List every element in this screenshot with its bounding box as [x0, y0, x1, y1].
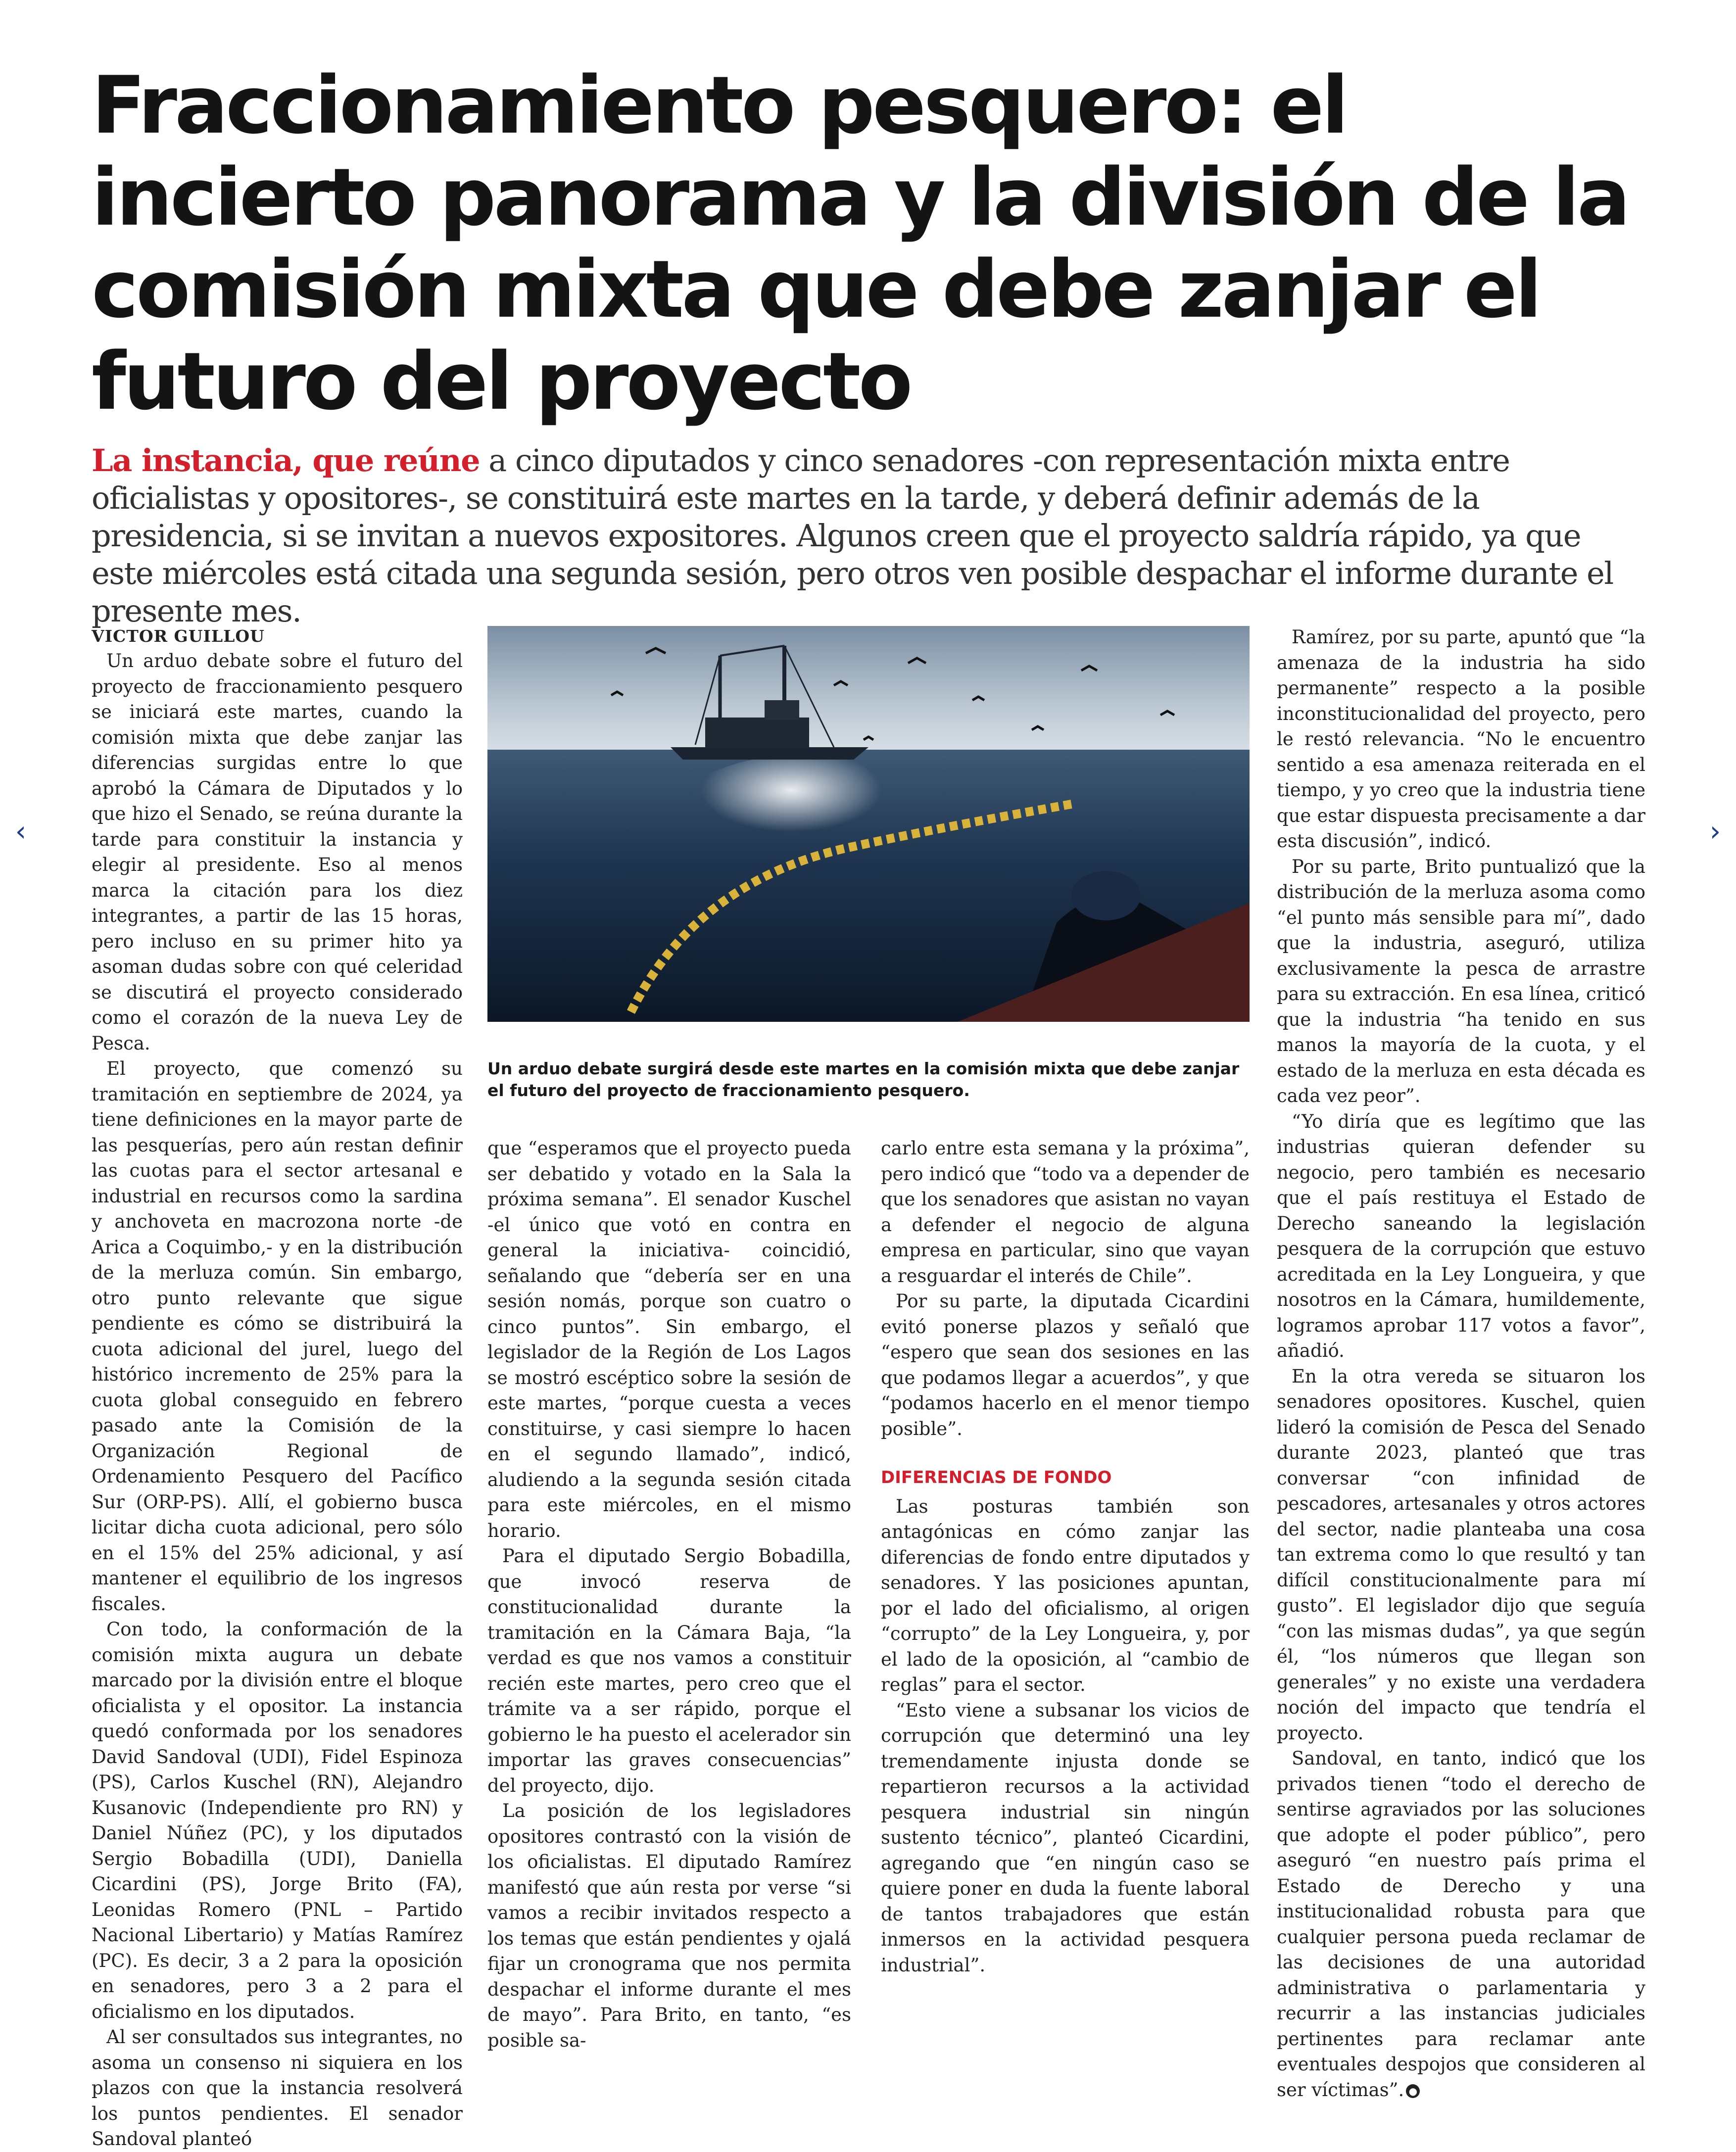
paragraph: Por su parte, Brito puntualizó que la distribución de la merluza asoma como “el punto más sensible para mí”, dado que la industria, aseguró, utiliza exclusivamente la pesca de arrastre para su extracción. En esa línea, criticó que la industria “ha tenido en sus manos la mayoría de la cuota, y el estado de la merluza en esta década es cada vez peor”.: [1277, 856, 1645, 1106]
paragraph: carlo entre esta semana y la próxima”, pero indicó que “todo va a depender de que los senadores que asistan no vayan a defender el negocio de alguna empresa en particular, sino que vayan a resguardar el interés de Chile”.: [881, 1138, 1250, 1287]
paragraph: Un arduo debate sobre el futuro del proyecto de fraccionamiento pesquero se iniciará este martes, cuando la comisión mixta que debe zanjar las diferencias surgidas entre lo que aprobó la Cámara de Diputados y lo que hizo el Senado, se reúna durante la tarde para constituir la instancia y elegir al presidente. Eso al menos marca la citación para los diez integrantes, a partir de las 15 horas, pero incluso en su primer hito ya asoman dudas sobre con qué celeridad se discutirá el proyecto considerado como el corazón de la nueva Ley de Pesca.: [92, 650, 463, 1054]
photo-caption: Un arduo debate surgirá desde este martes en la comisión mixta que debe zanjar el futuro del proyecto de fraccionamiento pesquero.: [487, 1059, 1240, 1100]
paragraph: El proyecto, que comenzó su tramitación en septiembre de 2024, ya tiene definiciones en la mayor parte de las pesquerías, pero aún restan definir las cuotas para el sector artesanal e industrial en recursos como la sardina y anchoveta en macrozona norte -de Arica a Coquimbo,- y en la distribución de la merluza común. Sin embargo, otro punto relevante que sigue pendiente es cómo se distribuirá la cuota adicional del jurel, luego del histórico incremento de 25% para la cuota global conseguido en febrero pasado ante la Comisión de la Organización Regional de Ordenamiento Pesquero del Pacífico Sur (ORP-PS). Allí, el gobierno busca licitar dicha cuota adicional, pero sólo en el 15% del 25% adicional, y así mantener el equilibrio de los ingresos fiscales.: [92, 1058, 463, 1615]
paragraph: Al ser consultados sus integrantes, no asoma un consenso ni siquiera en los plazos con que la instancia resolverá los puntos pendientes. El senador Sandoval planteó: [92, 2026, 463, 2150]
deck-lead-in: La instancia, que reúne: [92, 442, 480, 478]
paragraph: Las posturas también son antagónicas en cómo zanjar las diferencias de fondo entre diputados y senadores. Y las posiciones apuntan, por el lado del oficialismo, al origen “corrupto” de la Ley Longueira, y, por el lado de la oposición, al “cambio de reglas” para el sector.: [881, 1495, 1250, 1695]
paragraph: Por su parte, la diputada Cicardini evitó ponerse plazos y señaló que “espero que sean dos sesiones en las que podamos llegar a acuerdos”, y que “podamos hacerlo en el menor tiempo posible”.: [881, 1291, 1250, 1439]
article-column-4: [1277, 624, 1645, 2103]
byline: VICTOR GUILLOU: [92, 626, 265, 646]
paragraph: En la otra vereda se situaron los senadores opositores. Kuschel, quien lideró la comisión de Pesca del Senado durante 2023, planteó que tras conversar “con infinidad de pescadores, artesanales y otros actores del sector, nadie planteaba una cosa tan extrema como lo que resultó y tan difícil constitucionalmente para mí gusto”. El legislador dijo que seguía “con las mismas dudas”, ya que según él, “los números que llegan son generales” y no existe una verdadera noción del impacto que tendría el proyecto.: [1277, 1365, 1645, 1744]
paragraph: Ramírez, por su parte, apuntó que “la amenaza de la industria ha sido permanente” respecto a la posible inconstitucionalidad del proyecto, pero le restó relevancia. “No le encuentro sentido a esa amenaza reiterada en el tiempo, y yo creo que la industria tiene que estar dispuesta precisamente a dar esta discusión”, indicó.: [1277, 626, 1645, 852]
paragraph: “Esto viene a subsanar los vicios de corrupción que determinó una ley tremendamente injusta donde se repartieron recursos a la actividad pesquera industrial sin ningún sustento técnico”, planteó Cicardini, agregando que “en ningún caso se quiere poner en duda la fuente laboral de tantos trabajadores que están inmersos en la actividad pesquera industrial”.: [881, 1699, 1250, 1976]
section-subhead: DIFERENCIAS DE FONDO: [881, 1468, 1112, 1487]
deck-text: a cinco diputados y cinco senadores -con representación mixta entre oficialistas y opositores-, se constituirá este martes en la tarde, y deberá definir además de la presidencia, si se invitan a nuevos expositores. Algunos creen que el proyecto saldría rápido, ya que este miércoles está citada una segunda sesión, pero otros ven posible despachar el informe durante el presente mes.: [92, 442, 1613, 629]
previous-page-arrow-icon[interactable]: ‹: [15, 815, 27, 848]
end-of-article-icon: ●: [1406, 2084, 1420, 2098]
article-column-1: [92, 624, 463, 2152]
article-column-3: [881, 1136, 1250, 1978]
paragraph: La posición de los legisladores opositores contrastó con la visión de los oficialistas. El diputado Ramírez manifestó que aún resta por verse “si vamos a recibir invitados respecto a los temas que están pendientes y ojalá fijar un cronograma que nos permita despachar el informe durante el mes de mayo”. Para Brito, en tanto, “es posible sa-: [487, 1800, 851, 2051]
paragraph: “Yo diría que es legítimo que las industrias quieran defender su negocio, pero también es necesario que el país restituya el Estado de Derecho saneando la legislación pesquera de la corrupción que estuvo acreditada en la Ley Longueira, y que nosotros en la Cámara, humildemente, logramos aprobar 117 votos a favor”, añadió.: [1277, 1110, 1645, 1361]
paragraph: que “esperamos que el proyecto pueda ser debatido y votado en la Sala la próxima semana”. El senador Kuschel -el único que votó en contra en general la iniciativa- coincidió, señalando que “debería ser en una sesión nomás, porque son cuatro o cinco puntos”. Sin embargo, el legislador de la Región de Los Lagos se mostró escéptico sobre la sesión de este martes, “porque cuesta a veces constituirse, y casi siempre lo hacen en el segundo llamado”, indicó, aludiendo a la segunda sesión citada para este miércoles, en el mismo horario.: [487, 1138, 851, 1541]
article-column-2: [487, 1136, 851, 2053]
article-deck: [92, 442, 1650, 630]
next-page-arrow-icon[interactable]: ›: [1709, 815, 1721, 848]
fishing-boat-photo: [487, 626, 1250, 1022]
paragraph: [1277, 1746, 1645, 2103]
paragraph: Con todo, la conformación de la comisión mixta augura un debate marcado por la división entre el bloque oficialista y el opositor. La instancia quedó conformada por los senadores David Sandoval (UDI), Fidel Espinoza (PS), Carlos Kuschel (RN), Alejandro Kusanovic (Independiente pro RN) y Daniel Núñez (PC), y los diputados Sergio Bobadilla (UDI), Daniella Cicardini (PS), Jorge Brito (FA), Leonidas Romero (PNL – Partido Nacional Libertario) y Matías Ramírez (PC). Es decir, 3 a 2 para la oposición en senadores, pero 3 a 2 para el oficialismo en los diputados.: [92, 1619, 463, 2022]
article-headline: Fraccionamiento pesquero: el incierto panorama y la división de la comisión mixta que debe zanjar el futuro del proyecto: [92, 59, 1628, 428]
paragraph-text: Sandoval, en tanto, indicó que los privados tienen “todo el derecho de sentirse agraviados por las soluciones que adopte el poder público”, pero aseguró “en nuestro país prima el Estado de Derecho y una institucionalidad robusta para que cualquier persona pueda reclamar de las decisiones de una autoridad administrativa o parlamentaria y recurrir a las instancias judiciales pertinentes para reclamar ante eventuales despojos que consideren al ser víctimas”.: [1277, 1748, 1645, 2101]
paragraph: Para el diputado Sergio Bobadilla, que invocó reserva de constitucionalidad durante la tramitación en la Cámara Baja, “la verdad es que nos vamos a constituir recién este martes, pero creo que el trámite va a ser rápido, porque el gobierno le ha puesto el acelerador sin importar las graves consecuencias” del proyecto, dijo.: [487, 1545, 851, 1796]
